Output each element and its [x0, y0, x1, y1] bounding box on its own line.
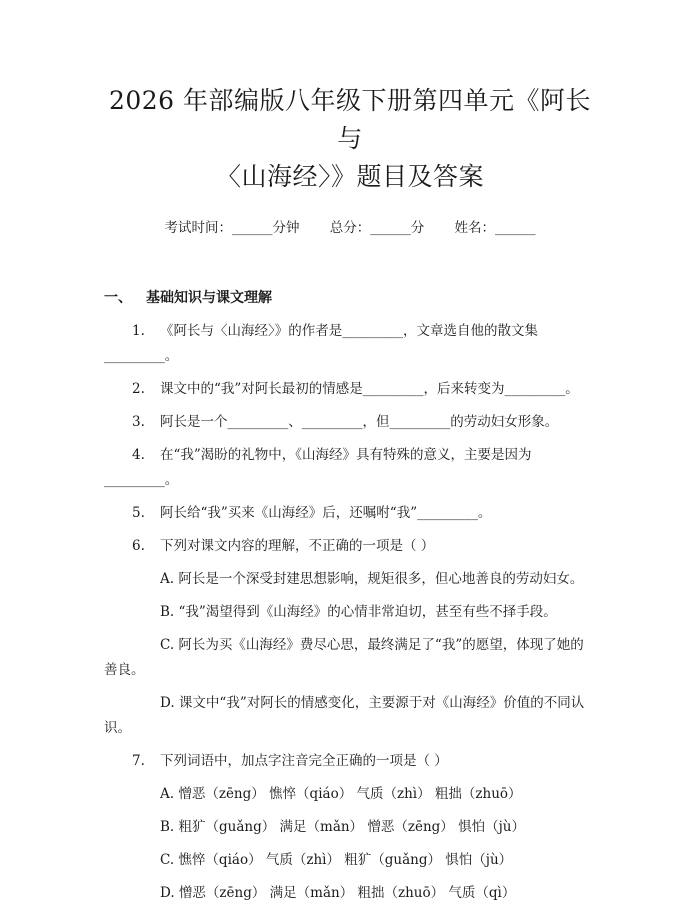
question-text: 《阿长与〈山海经〉》的作者是_________，文章选自他的散文集_________。 — [104, 323, 538, 364]
question-text: 课文中的“我”对阿长最初的情感是_________，后来转变为_________。 — [160, 381, 579, 397]
question-number: 4. — [132, 447, 145, 463]
question-number: 6. — [132, 538, 145, 554]
question-number: 3. — [132, 414, 145, 430]
question-1 — [104, 319, 596, 369]
question-number: 5. — [132, 505, 145, 521]
exam-time: 考试时间：______分钟 — [164, 220, 300, 236]
question-number: 2. — [132, 381, 145, 397]
question-text: 在“我”渴盼的礼物中，《山海经》具有特殊的意义，主要是因为_________。 — [104, 447, 532, 488]
question-text: 阿长是一个_________、_________，但_________的劳动妇女形象。 — [160, 414, 559, 430]
q7-option-a: A. 憎恶（zēng） 憔悴（qiáo） 气质（zhì） 粗拙（zhuō） — [160, 786, 522, 802]
q6-option-c: C. 阿长为买《山海经》费尽心思，最终满足了“我”的愿望，体现了她的善良。 — [104, 637, 584, 678]
question-text: 阿长给“我”买来《山海经》后，还嘱咐“我”_________。 — [160, 505, 492, 521]
question-number: 1. — [132, 323, 145, 339]
exam-info — [104, 218, 596, 238]
title-line-1: 2026 年部编版八年级下册第四单元《阿长与 — [108, 86, 592, 153]
title-line-2: 〈山海经〉》题目及答案 — [215, 162, 484, 191]
exam-score: 总分：______分 — [329, 220, 425, 236]
q6-option-d: D. 课文中“我”对阿长的情感变化，主要源于对《山海经》价值的不同认识。 — [104, 695, 585, 736]
exam-name: 姓名：______ — [454, 220, 536, 236]
question-number: 7. — [132, 753, 145, 769]
section-heading — [104, 288, 596, 308]
q6-option-b: B. “我”渴望得到《山海经》的心情非常迫切，甚至有些不择手段。 — [160, 604, 557, 620]
q7-option-b: B. 粗犷（guǎng） 满足（mǎn） 憎恶（zēng） 惧怕（jù） — [160, 819, 525, 835]
q6-option-a: A. 阿长是一个深受封建思想影响，规矩很多，但心地善良的劳动妇女。 — [160, 571, 584, 587]
section-number: 一、 — [104, 290, 132, 306]
question-text: 下列词语中，加点字注音完全正确的一项是（ ） — [160, 753, 448, 769]
section-title: 基础知识与课文理解 — [146, 290, 272, 306]
question-5 — [104, 501, 596, 526]
question-text: 下列对课文内容的理解，不正确的一项是（ ） — [160, 538, 435, 554]
question-7 — [104, 749, 596, 774]
question-6 — [104, 534, 596, 559]
question-4 — [104, 443, 596, 493]
question-2 — [104, 377, 596, 402]
q7-option-c: C. 憔悴（qiáo） 气质（zhì） 粗犷（guǎng） 惧怕（jù） — [160, 852, 513, 868]
question-3 — [104, 410, 596, 435]
q7-option-d: D. 憎恶（zēng） 满足（mǎn） 粗拙（zhuō） 气质（qì） — [160, 885, 516, 901]
document-title — [104, 0, 596, 196]
